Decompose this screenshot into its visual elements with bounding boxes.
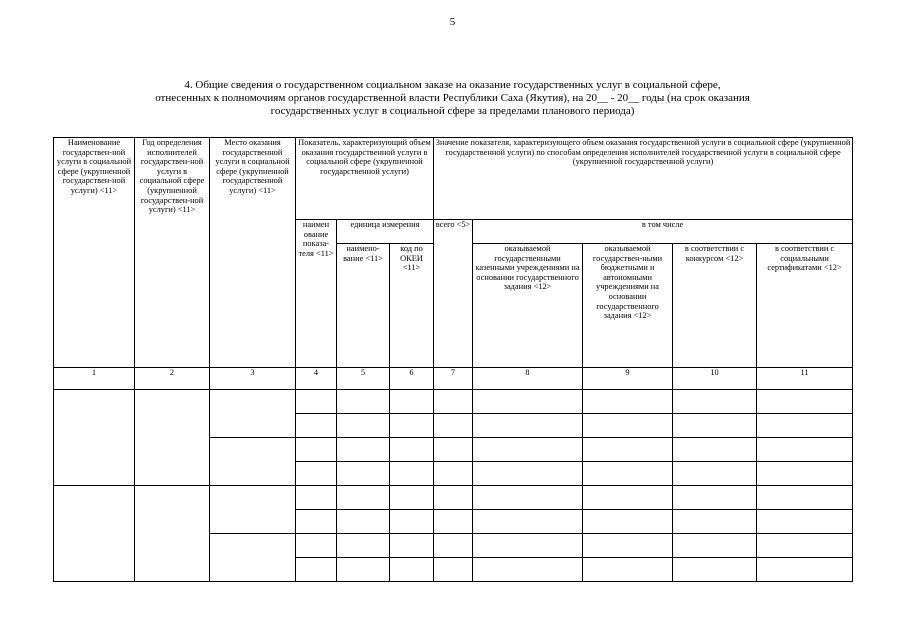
column-number: 5 xyxy=(337,368,390,390)
table-cell xyxy=(390,438,434,462)
table-cell xyxy=(434,390,473,414)
column-number: 8 xyxy=(473,368,583,390)
table-cell xyxy=(473,486,583,510)
table-cell xyxy=(296,390,337,414)
header-total: всего <5> xyxy=(434,220,473,368)
column-number: 11 xyxy=(757,368,853,390)
column-number: 1 xyxy=(54,368,135,390)
table-cell xyxy=(337,510,390,534)
table-cell xyxy=(473,534,583,558)
table-cell xyxy=(390,462,434,486)
header-service-place: Место оказания государственной услуги в социальной сфере (укрупненной государственной услуги) <11> xyxy=(210,138,296,368)
header-certificates: в соответствии с социальными сертификатами <12> xyxy=(757,244,853,368)
table-cell xyxy=(390,558,434,582)
table-cell xyxy=(757,438,853,462)
table-cell xyxy=(390,534,434,558)
table-cell xyxy=(337,462,390,486)
table-cell xyxy=(296,558,337,582)
column-number-row xyxy=(54,368,853,390)
table-cell xyxy=(473,510,583,534)
column-number: 6 xyxy=(390,368,434,390)
table-cell xyxy=(390,510,434,534)
table-cell xyxy=(583,390,673,414)
page-number: 5 xyxy=(449,16,456,28)
table-cell xyxy=(390,414,434,438)
table-cell xyxy=(757,462,853,486)
table-cell xyxy=(434,414,473,438)
table-cell xyxy=(337,558,390,582)
section-title-line-3: государственных услуг в социальной сфере за пределами планового периода) xyxy=(270,105,635,117)
header-unit: единица измерения xyxy=(337,220,434,244)
table-cell xyxy=(583,438,673,462)
section-title xyxy=(60,79,845,118)
column-number: 2 xyxy=(135,368,210,390)
cell-service-name xyxy=(54,486,135,582)
table-cell xyxy=(757,534,853,558)
column-number: 9 xyxy=(583,368,673,390)
cell-service-place xyxy=(210,534,296,582)
table-cell xyxy=(337,486,390,510)
table-cell xyxy=(583,510,673,534)
table-cell xyxy=(673,486,757,510)
header-indicator-name: наимен ование показа-теля <11> xyxy=(296,220,337,368)
table-cell xyxy=(673,558,757,582)
table-cell xyxy=(434,486,473,510)
table-cell xyxy=(296,414,337,438)
column-number: 3 xyxy=(210,368,296,390)
table-cell xyxy=(673,534,757,558)
cell-service-place xyxy=(210,438,296,486)
table-cell xyxy=(673,438,757,462)
table-cell xyxy=(757,486,853,510)
header-okei-code: код по ОКЕИ <11> xyxy=(390,244,434,368)
table-cell xyxy=(473,390,583,414)
table-cell xyxy=(434,438,473,462)
table-cell xyxy=(757,414,853,438)
table-cell xyxy=(473,462,583,486)
table-cell xyxy=(583,534,673,558)
table-cell xyxy=(296,438,337,462)
table-cell xyxy=(757,558,853,582)
table-cell xyxy=(473,438,583,462)
table-cell xyxy=(673,414,757,438)
header-state-institutions: оказываемой государственными казенными учреждениями на основании государственного задания <12> xyxy=(473,244,583,368)
table-cell xyxy=(337,414,390,438)
section-title-line-1: 4. Общие сведения о государственном социальном заказе на оказание государственных услуг в социальной сфере, xyxy=(184,79,721,91)
cell-service-place xyxy=(210,390,296,438)
table-cell xyxy=(673,390,757,414)
table-cell xyxy=(390,390,434,414)
social-order-table xyxy=(53,137,853,582)
table-cell xyxy=(757,510,853,534)
table-cell xyxy=(390,486,434,510)
table-cell xyxy=(583,414,673,438)
table-cell xyxy=(757,390,853,414)
table-row xyxy=(54,486,853,510)
table-cell xyxy=(337,534,390,558)
table-cell xyxy=(296,510,337,534)
cell-executor-year xyxy=(135,486,210,582)
cell-service-name xyxy=(54,390,135,486)
column-number: 10 xyxy=(673,368,757,390)
table-row xyxy=(54,390,853,414)
table-cell xyxy=(337,390,390,414)
table-cell xyxy=(583,558,673,582)
header-service-name: Наименование государствен-ной услуги в социальной сфере (укрупненной государствен-ной услуги) <11> xyxy=(54,138,135,368)
table-cell xyxy=(434,510,473,534)
header-executor-year: Год определения исполнителей государствен-ной услуги в социальной сфере (укрупненной государствен-ной услуги) <11> xyxy=(135,138,210,368)
header-including: в том числе xyxy=(473,220,853,244)
table-cell xyxy=(296,486,337,510)
cell-executor-year xyxy=(135,390,210,486)
header-unit-name: наимено-вание <11> xyxy=(337,244,390,368)
section-title-line-2: отнесенных к полномочиям органов государственной власти Республики Саха (Якутия), на 20__ - 20__ годы (на срок оказания xyxy=(155,92,750,104)
cell-service-place xyxy=(210,486,296,534)
table-cell xyxy=(583,486,673,510)
table-cell xyxy=(583,462,673,486)
table-cell xyxy=(434,558,473,582)
table-cell xyxy=(473,558,583,582)
header-budget-institutions: оказываемой государствен-ными бюджетными и автономными учреждениями на основании государственного задания <12> xyxy=(583,244,673,368)
table-cell xyxy=(296,462,337,486)
table-cell xyxy=(434,462,473,486)
table-cell xyxy=(673,462,757,486)
column-number: 7 xyxy=(434,368,473,390)
column-number: 4 xyxy=(296,368,337,390)
table-cell xyxy=(296,534,337,558)
header-indicator-value: Значение показателя, характеризующего объем оказания государственной услуги в социальной сфере (укрупненной государственной услуги) по способам определения исполнителей государственной услуги в социальной сфере (укрупненной государственной услуги) xyxy=(434,138,853,220)
table-cell xyxy=(434,534,473,558)
table-cell xyxy=(673,510,757,534)
table-cell xyxy=(337,438,390,462)
table-cell xyxy=(473,414,583,438)
header-volume-indicator: Показатель, характеризующий объем оказания государственной услуги в социальной сфере (укрупненной государственной услуги) xyxy=(296,138,434,220)
header-contest: в соответствии с конкурсом <12> xyxy=(673,244,757,368)
